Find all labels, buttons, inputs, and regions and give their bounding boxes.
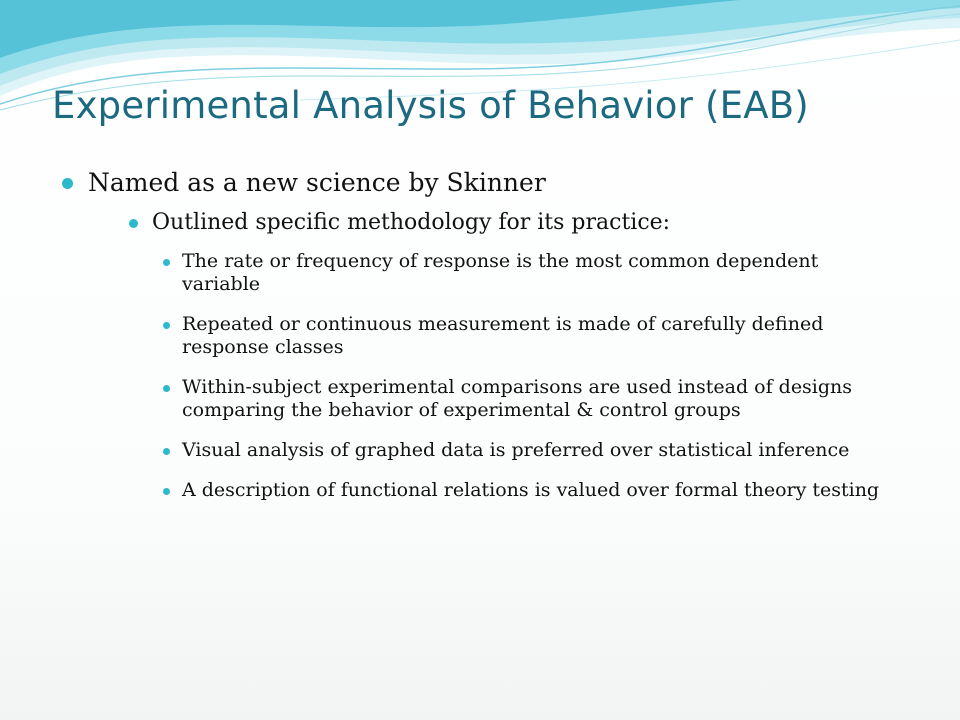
bullet-text: Repeated or continuous measurement is made of carefully defined response classes	[182, 313, 824, 358]
bullet-dot-icon	[163, 385, 170, 392]
bullet-item-level-3	[160, 479, 902, 502]
bullet-dot-icon	[163, 448, 170, 455]
bullet-dot-icon	[163, 322, 170, 329]
bullet-text: A description of functional relations is valued over formal theory testing	[182, 479, 880, 501]
bullet-text: The rate or frequency of response is the most common dependent variable	[182, 250, 819, 295]
bullet-text: Visual analysis of graphed data is preferred over statistical inference	[182, 439, 850, 461]
bullet-item-level-2	[127, 208, 920, 502]
bullet-text: Within-subject experimental comparisons are used instead of designs comparing the behavior of experimental & control groups	[182, 376, 853, 421]
slide-body	[60, 166, 920, 519]
bullet-dot-icon	[163, 259, 170, 266]
bullet-text: Named as a new science by Skinner	[88, 168, 546, 197]
slide-title: Experimental Analysis of Behavior (EAB)	[52, 84, 809, 127]
bullet-dot-icon	[163, 488, 170, 495]
bullet-list-level-1	[60, 166, 920, 502]
bullet-item-level-3	[160, 439, 902, 462]
bullet-text: Outlined specific methodology for its practice:	[152, 210, 671, 235]
bullet-item-level-3	[160, 376, 902, 422]
bullet-item-level-3	[160, 313, 902, 359]
bullet-dot-icon	[129, 219, 138, 228]
bullet-list-level-3	[160, 250, 920, 502]
bullet-item-level-3	[160, 250, 902, 296]
bullet-dot-icon	[62, 178, 73, 189]
bullet-list-level-2	[127, 208, 920, 502]
bullet-item-level-1	[60, 166, 920, 502]
